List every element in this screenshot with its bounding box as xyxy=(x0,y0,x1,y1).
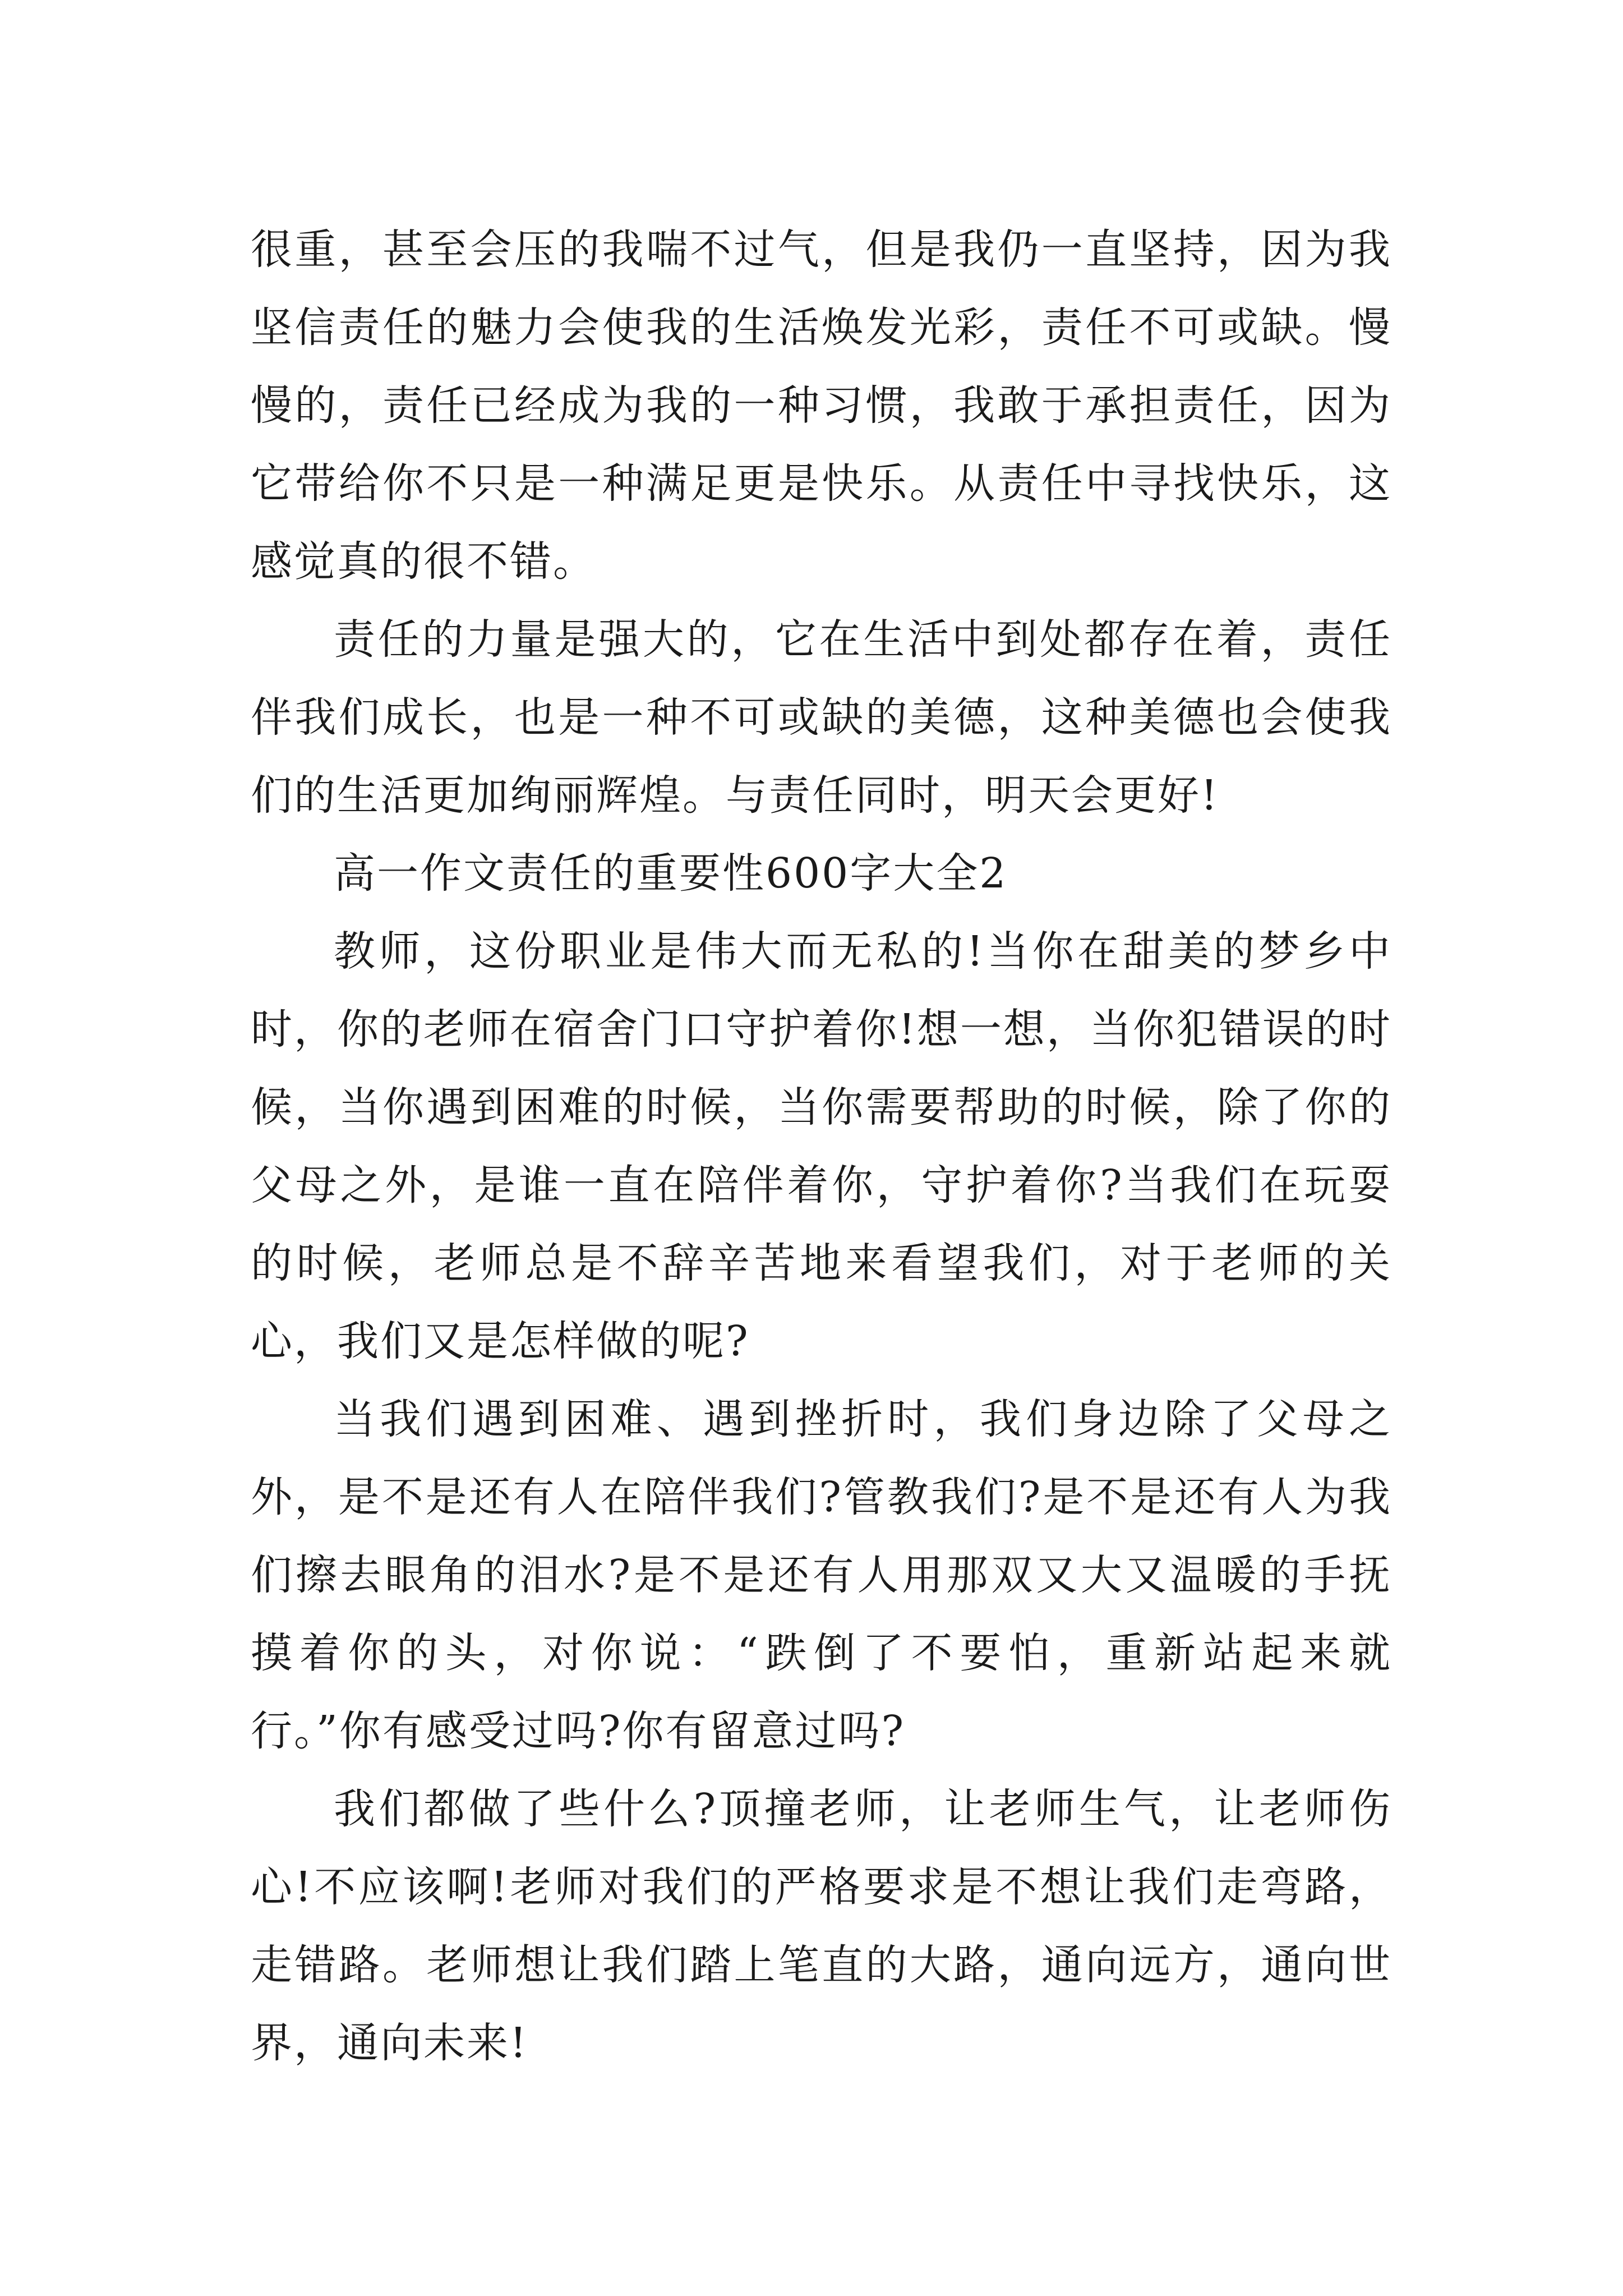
paragraph-teacher: 教师，这份职业是伟大而无私的!当你在甜美的梦乡中时，你的老师在宿舍门口守护着你!想一想，当你犯错误的时候，当你遇到困难的时候，当你需要帮助的时候，除了你的父母之外，是谁一直在陪伴着你，守护着你?当我们在玩耍的时候，老师总是不辞辛苦地来看望我们，对于老师的关心，我们又是怎样做的呢? xyxy=(251,927,1392,1365)
paragraph-difficulties: 当我们遇到困难、遇到挫折时，我们身边除了父母之外，是不是还有人在陪伴我们?管教我们?是不是还有人为我们擦去眼角的泪水?是不是还有人用那双又大又温暖的手抚摸着你的头，对你说：“跌倒了不要怕，重新站起来就行。”你有感受过吗?你有留意过吗? xyxy=(251,1395,1392,1755)
paragraph-power-of-responsibility: 责任的力量是强大的，它在生活中到处都存在着，责任伴我们成长，也是一种不可或缺的美德，这种美德也会使我们的生活更加绚丽辉煌。与责任同时，明天会更好! xyxy=(251,615,1392,820)
document-body xyxy=(251,211,1392,2082)
essay-heading: 高一作文责任的重要性600字大全2 xyxy=(334,849,1008,898)
paragraph-what-we-did: 我们都做了些什么?顶撞老师，让老师生气，让老师伤心!不应该啊!老师对我们的严格要求是不想让我们走弯路，走错路。老师想让我们踏上笔直的大路，通向远方，通向世界，通向未来! xyxy=(251,1785,1392,2067)
paragraph-continued: 很重，甚至会压的我喘不过气，但是我仍一直坚持，因为我坚信责任的魅力会使我的生活焕发光彩，责任不可或缺。慢慢的，责任已经成为我的一种习惯，我敢于承担责任，因为它带给你不只是一种满足更是快乐。从责任中寻找快乐，这感觉真的很不错。 xyxy=(251,226,1392,586)
